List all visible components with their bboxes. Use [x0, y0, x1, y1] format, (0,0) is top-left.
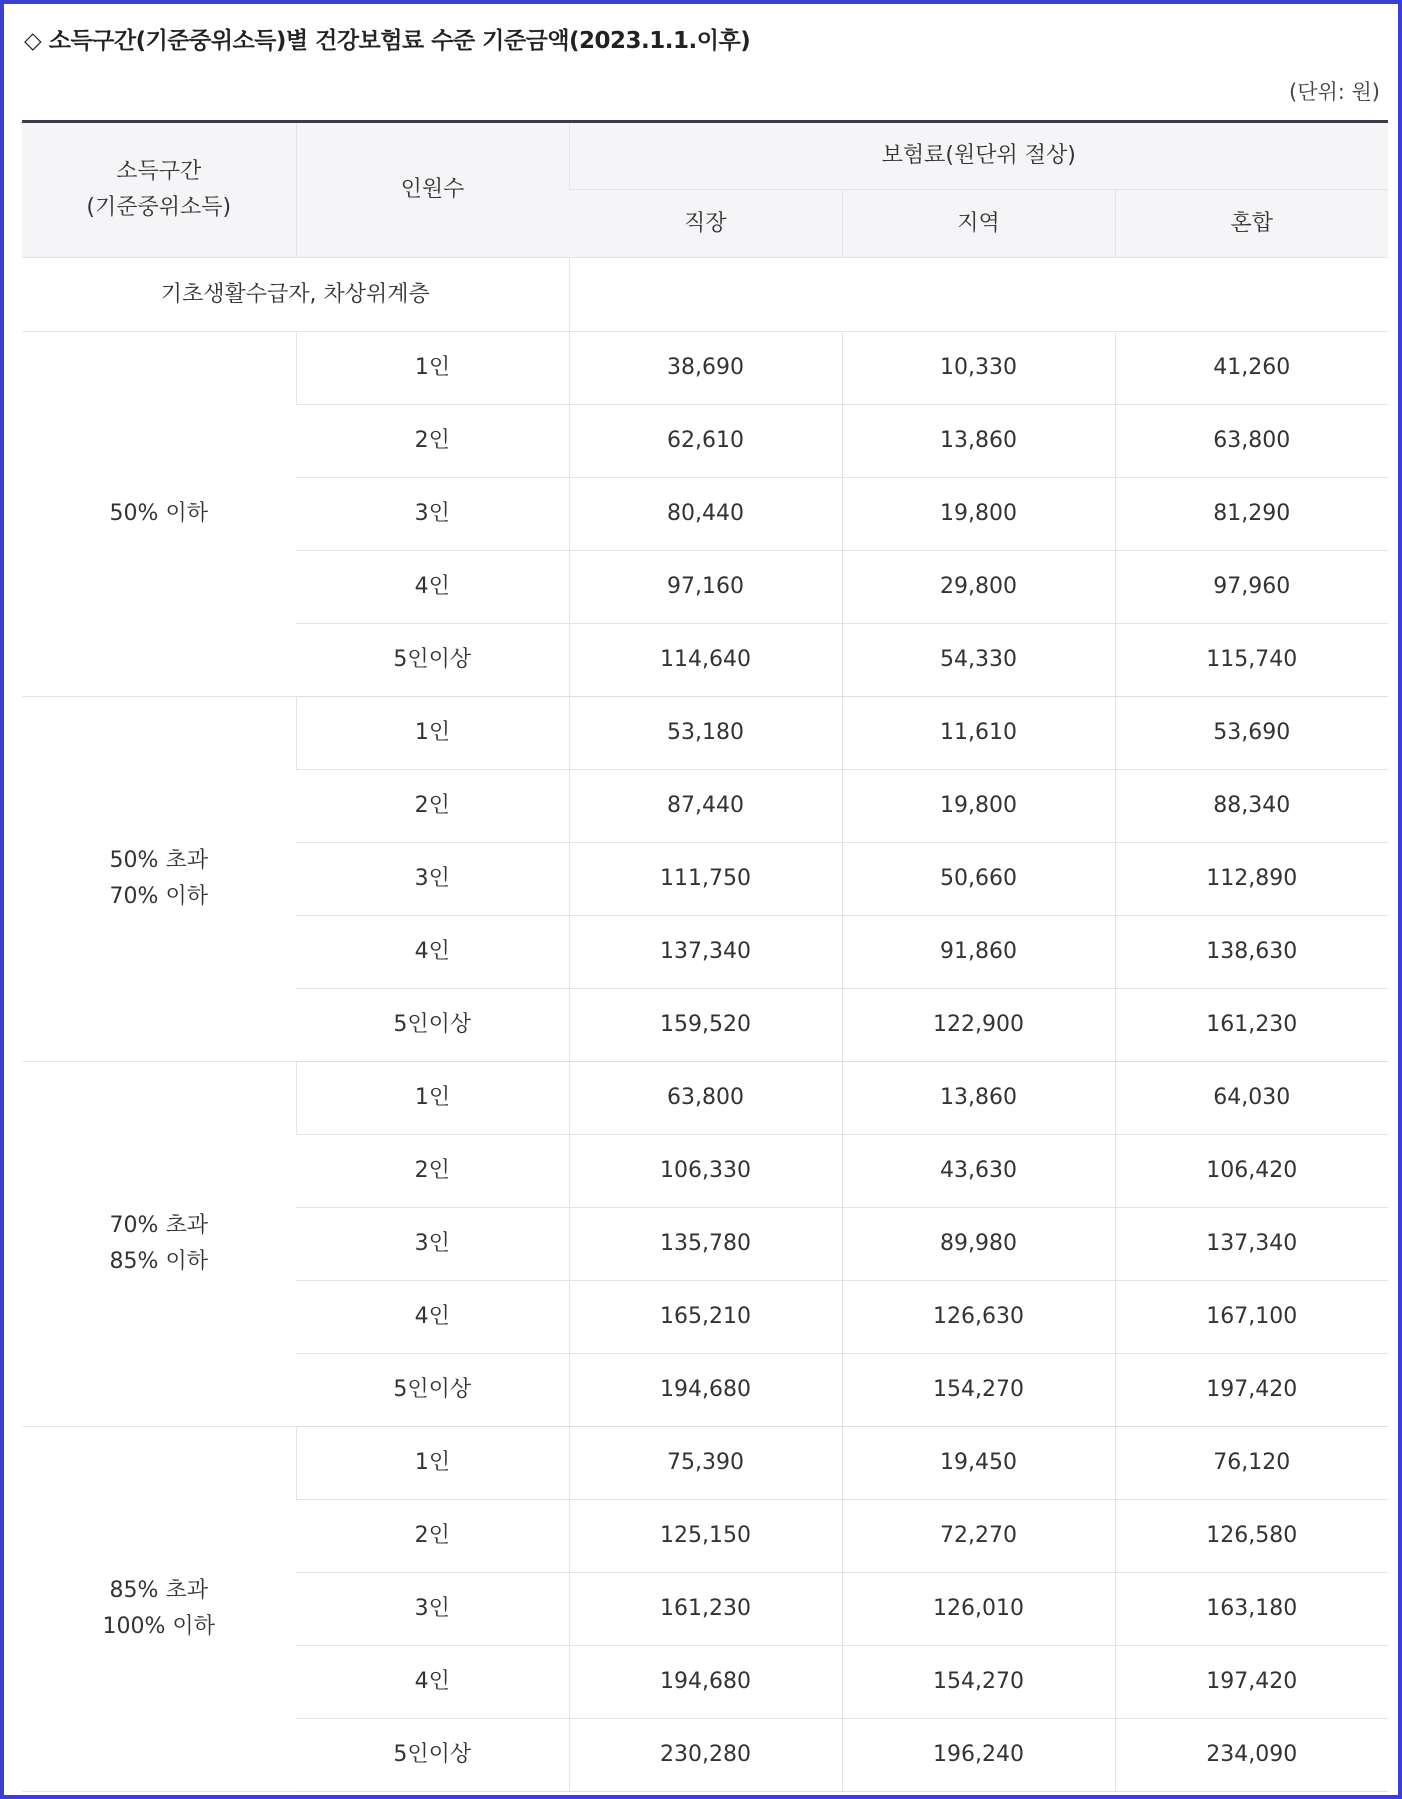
cell-workplace: 53,180 [569, 697, 842, 770]
cell-workplace: 62,610 [569, 405, 842, 478]
table-body [22, 258, 1388, 1792]
cell-workplace: 125,150 [569, 1500, 842, 1573]
table-row [22, 332, 1388, 405]
header-income-range-label: 소득구간 [116, 159, 202, 184]
income-band-line1: 50% 이하 [109, 501, 208, 526]
cell-mixed: 197,420 [1115, 1354, 1388, 1427]
cell-persons: 5인이상 [296, 624, 569, 697]
cell-region: 126,010 [842, 1573, 1115, 1646]
cell-mixed: 163,180 [1115, 1573, 1388, 1646]
cell-mixed: 97,960 [1115, 551, 1388, 624]
income-band-label [22, 1062, 296, 1427]
cell-mixed: 167,100 [1115, 1281, 1388, 1354]
cell-region: 72,270 [842, 1500, 1115, 1573]
cell-mixed: 137,340 [1115, 1208, 1388, 1281]
cell-region: 19,800 [842, 770, 1115, 843]
cell-persons: 2인 [296, 405, 569, 478]
cell-mixed: 112,890 [1115, 843, 1388, 916]
cell-mixed: 64,030 [1115, 1062, 1388, 1135]
basic-recipient-label: 기초생활수급자, 차상위계층 [22, 258, 569, 332]
cell-region: 154,270 [842, 1354, 1115, 1427]
cell-mixed: 81,290 [1115, 478, 1388, 551]
cell-persons: 1인 [296, 1427, 569, 1500]
cell-persons: 3인 [296, 1208, 569, 1281]
cell-region: 43,630 [842, 1135, 1115, 1208]
cell-persons: 4인 [296, 1646, 569, 1719]
cell-region: 54,330 [842, 624, 1115, 697]
table-row [22, 697, 1388, 770]
income-band-label [22, 332, 296, 697]
basic-recipient-row [22, 258, 1388, 332]
income-band-line1: 70% 초과 [109, 1213, 208, 1238]
cell-workplace: 135,780 [569, 1208, 842, 1281]
cell-persons: 5인이상 [296, 1719, 569, 1792]
cell-workplace: 75,390 [569, 1427, 842, 1500]
cell-workplace: 106,330 [569, 1135, 842, 1208]
cell-persons: 2인 [296, 770, 569, 843]
header-workplace: 직장 [569, 190, 842, 258]
cell-mixed: 53,690 [1115, 697, 1388, 770]
cell-workplace: 165,210 [569, 1281, 842, 1354]
cell-workplace: 38,690 [569, 332, 842, 405]
cell-region: 11,610 [842, 697, 1115, 770]
cell-persons: 1인 [296, 1062, 569, 1135]
cell-workplace: 159,520 [569, 989, 842, 1062]
cell-mixed: 161,230 [1115, 989, 1388, 1062]
cell-workplace: 80,440 [569, 478, 842, 551]
cell-workplace: 194,680 [569, 1646, 842, 1719]
income-band-line1: 50% 초과 [109, 848, 208, 873]
cell-region: 196,240 [842, 1719, 1115, 1792]
cell-region: 19,800 [842, 478, 1115, 551]
cell-workplace: 137,340 [569, 916, 842, 989]
cell-persons: 3인 [296, 1573, 569, 1646]
cell-region: 10,330 [842, 332, 1115, 405]
cell-region: 154,270 [842, 1646, 1115, 1719]
cell-mixed: 41,260 [1115, 332, 1388, 405]
cell-region: 13,860 [842, 1062, 1115, 1135]
cell-persons: 2인 [296, 1500, 569, 1573]
cell-persons: 5인이상 [296, 989, 569, 1062]
cell-workplace: 161,230 [569, 1573, 842, 1646]
income-band-label [22, 697, 296, 1062]
header-persons: 인원수 [296, 122, 569, 258]
cell-region: 122,900 [842, 989, 1115, 1062]
table-row [22, 1062, 1388, 1135]
cell-mixed: 197,420 [1115, 1646, 1388, 1719]
cell-workplace: 111,750 [569, 843, 842, 916]
cell-region: 91,860 [842, 916, 1115, 989]
cell-mixed: 234,090 [1115, 1719, 1388, 1792]
cell-persons: 3인 [296, 843, 569, 916]
cell-mixed: 63,800 [1115, 405, 1388, 478]
cell-region: 29,800 [842, 551, 1115, 624]
header-income-range-sub: (기준중위소득) [86, 195, 232, 220]
unit-note: (단위: 원) [1289, 80, 1380, 104]
income-band-label [22, 1427, 296, 1792]
cell-mixed: 76,120 [1115, 1427, 1388, 1500]
cell-region: 13,860 [842, 405, 1115, 478]
cell-persons: 4인 [296, 916, 569, 989]
cell-persons: 1인 [296, 332, 569, 405]
table-row [22, 1427, 1388, 1500]
header-premium-group: 보험료(원단위 절상) [569, 122, 1388, 190]
income-band-line2: 85% 이하 [109, 1249, 208, 1274]
header-mixed: 혼합 [1115, 190, 1388, 258]
cell-persons: 4인 [296, 551, 569, 624]
premium-table [22, 120, 1388, 1792]
basic-recipient-value [569, 258, 1388, 332]
header-region: 지역 [842, 190, 1115, 258]
income-band-line1: 85% 초과 [109, 1578, 208, 1603]
cell-workplace: 97,160 [569, 551, 842, 624]
cell-region: 89,980 [842, 1208, 1115, 1281]
cell-mixed: 126,580 [1115, 1500, 1388, 1573]
page-title: ◇ 소득구간(기준중위소득)별 건강보험료 수준 기준금액(2023.1.1.이후) [24, 28, 751, 54]
cell-workplace: 87,440 [569, 770, 842, 843]
cell-workplace: 230,280 [569, 1719, 842, 1792]
cell-region: 50,660 [842, 843, 1115, 916]
cell-region: 126,630 [842, 1281, 1115, 1354]
cell-persons: 2인 [296, 1135, 569, 1208]
cell-workplace: 194,680 [569, 1354, 842, 1427]
cell-mixed: 106,420 [1115, 1135, 1388, 1208]
cell-mixed: 138,630 [1115, 916, 1388, 989]
cell-persons: 5인이상 [296, 1354, 569, 1427]
cell-region: 19,450 [842, 1427, 1115, 1500]
cell-workplace: 63,800 [569, 1062, 842, 1135]
cell-persons: 3인 [296, 478, 569, 551]
cell-persons: 4인 [296, 1281, 569, 1354]
cell-mixed: 115,740 [1115, 624, 1388, 697]
income-band-line2: 70% 이하 [109, 884, 208, 909]
cell-persons: 1인 [296, 697, 569, 770]
cell-mixed: 88,340 [1115, 770, 1388, 843]
cell-workplace: 114,640 [569, 624, 842, 697]
header-income-range [22, 122, 296, 258]
income-band-line2: 100% 이하 [102, 1614, 215, 1639]
